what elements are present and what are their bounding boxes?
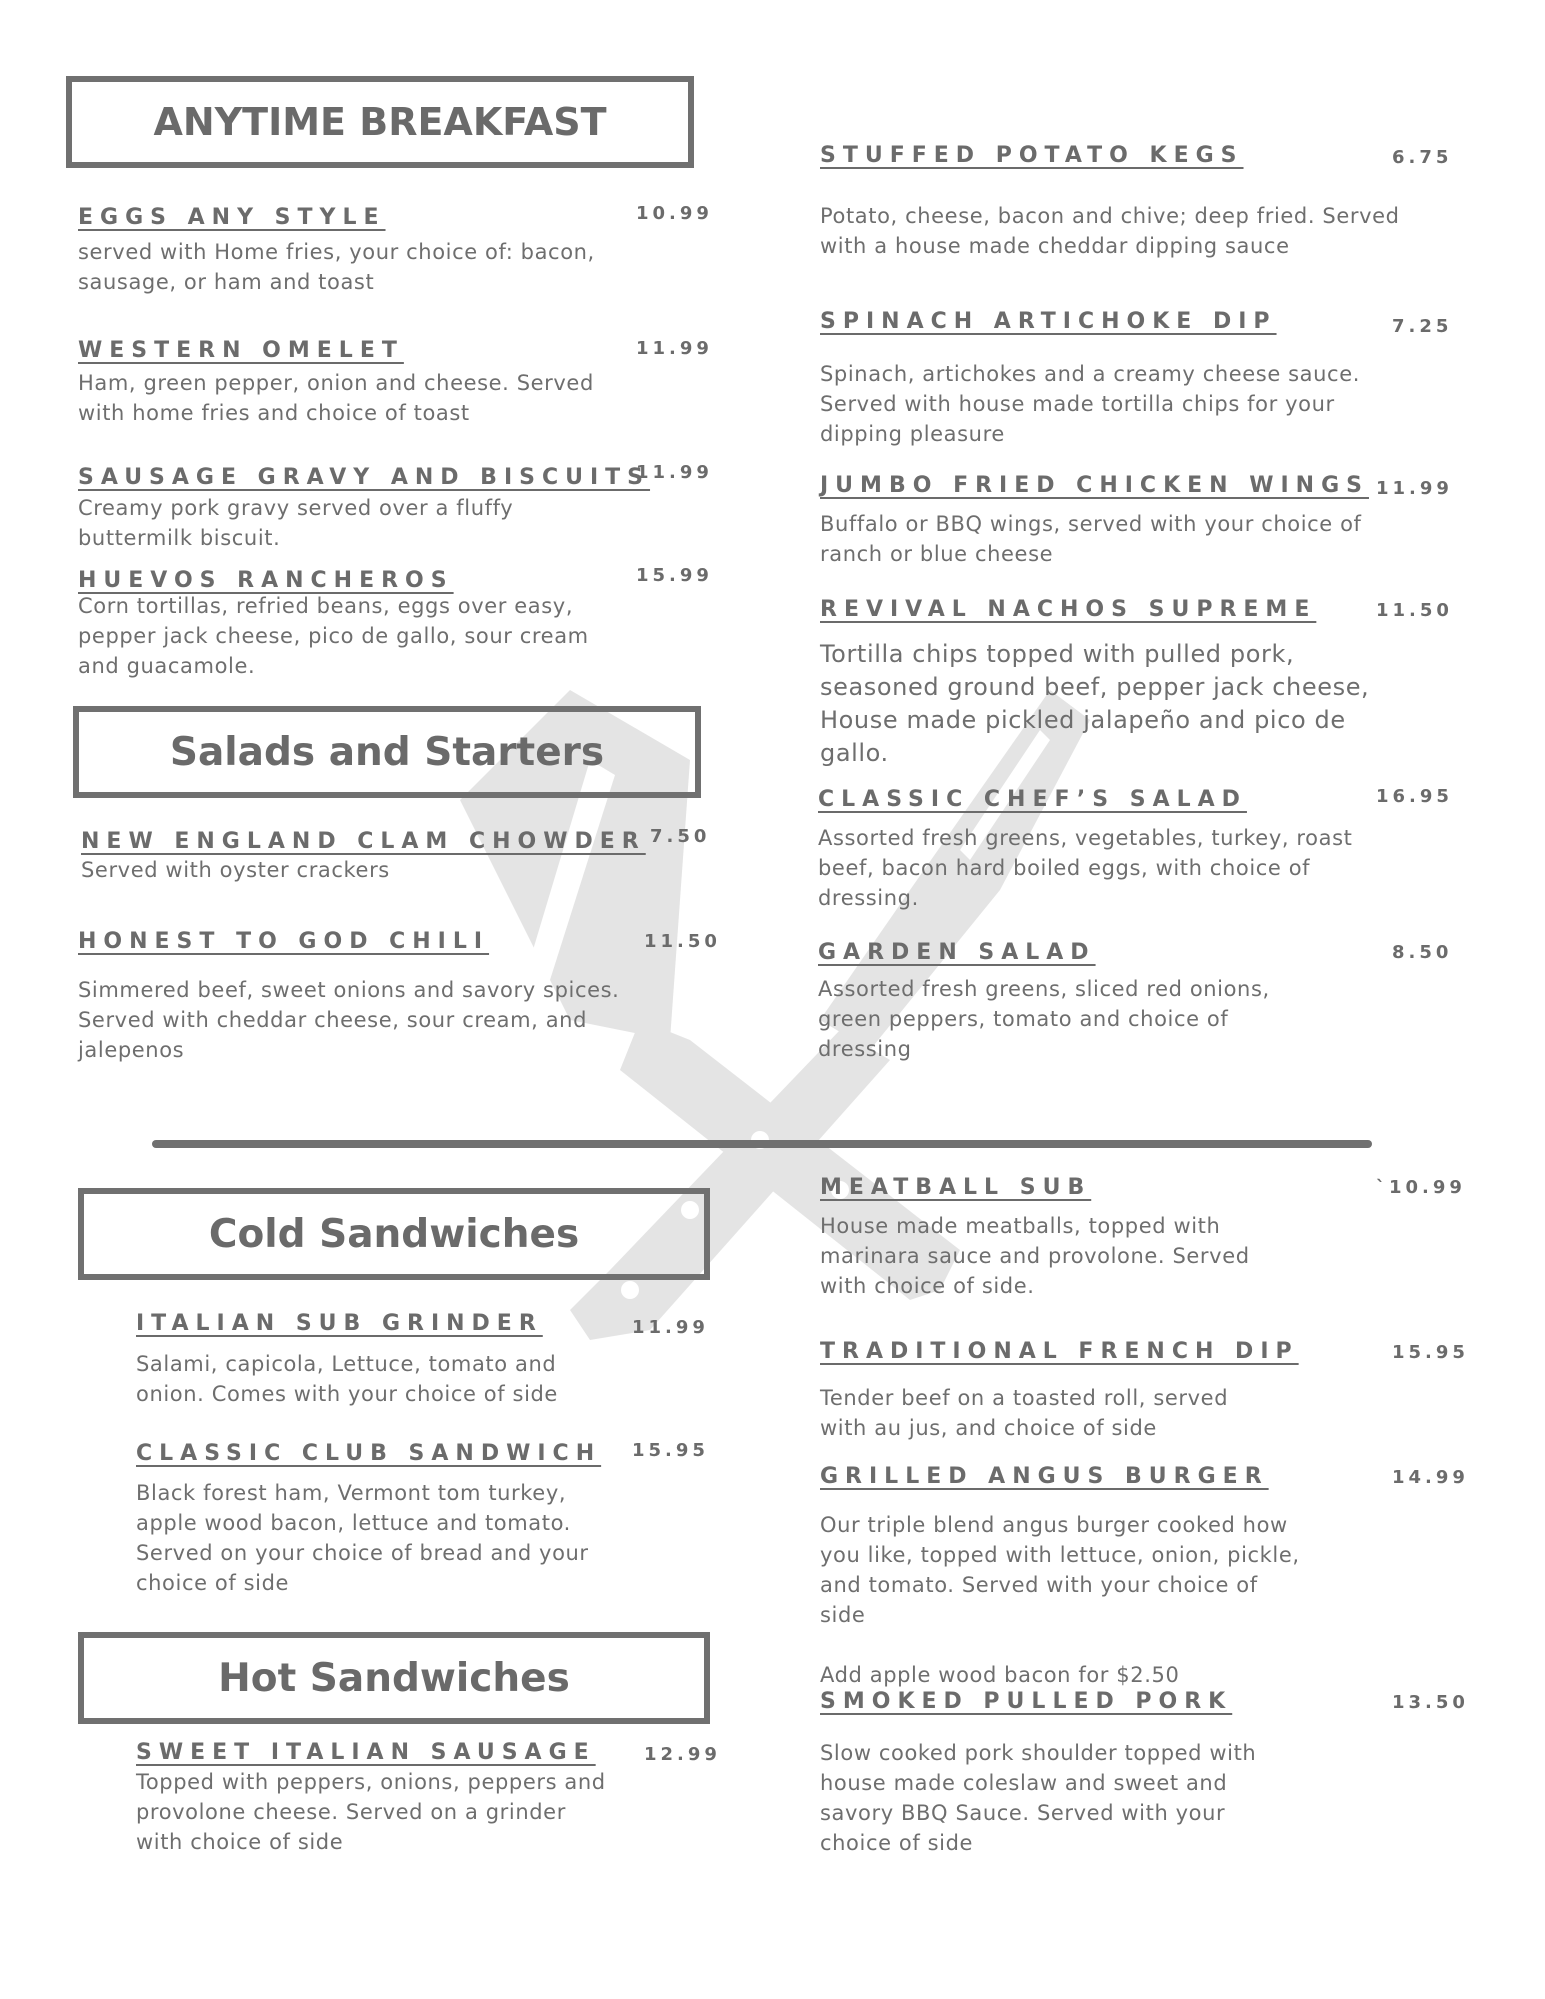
item-price-garden: 8.50 [1392,942,1453,963]
item-name-burger: GRILLED ANGUS BURGER [820,1464,1269,1489]
item-desc-italian: Salami, capicola, Lettuce, tomato and onion. Comes with your choice of side [136,1352,558,1406]
item-price-pork: 13.50 [1392,1692,1469,1713]
item-name-eggs: EGGS ANY STYLE [78,205,386,230]
item-name-club: CLASSIC CLUB SANDWICH [136,1441,602,1466]
item-desc-pork: Slow cooked pork shoulder topped with house made coleslaw and sweet and savory BBQ Sauce. Served with your choice of side [820,1741,1257,1855]
item-price-burger: 14.99 [1392,1467,1469,1488]
item-name-dip: SPINACH ARTICHOKE DIP [820,309,1277,334]
section-title-hot: Hot Sandwiches [78,1632,710,1724]
item-desc-dip: Spinach, artichokes and a creamy cheese sauce. Served with house made tortilla chips for your dipping pleasure [820,362,1360,446]
item-price-chowder: 7.50 [650,826,711,847]
item-name-italian: ITALIAN SUB GRINDER [136,1311,543,1336]
item-desc-garden: Assorted fresh greens, sliced red onions, green peppers, tomato and choice of dressing [818,977,1270,1061]
item-price-italian: 11.99 [632,1317,709,1338]
item-desc-club: Black forest ham, Vermont tom turkey, apple wood bacon, lettuce and tomato. Served on your choice of bread and your choice of side [136,1481,589,1595]
item-price-chef: 16.95 [1376,786,1453,807]
section-title-salads: Salads and Starters [73,706,701,798]
item-price-nachos: 11.50 [1376,600,1453,621]
item-desc-huevos: Corn tortillas, refried beans, eggs over easy, pepper jack cheese, pico de gallo, sour cream and guacamole. [78,594,589,678]
item-price-dip: 7.25 [1392,316,1453,337]
item-price-kegs: 6.75 [1392,147,1453,168]
item-desc-chef: Assorted fresh greens, vegetables, turkey, roast beef, bacon hard boiled eggs, with choice of dressing. [818,826,1353,910]
item-desc-wings: Buffalo or BBQ wings, served with your choice of ranch or blue cheese [820,512,1362,566]
item-desc-meatball: House made meatballs, topped with marinara sauce and provolone. Served with choice of side. [820,1214,1250,1298]
item-name-pork: SMOKED PULLED PORK [820,1689,1233,1714]
item-name-meatball: MEATBALL SUB [820,1175,1092,1200]
item-desc-chowder: Served with oyster crackers [81,858,390,882]
item-price-french: 15.95 [1392,1342,1469,1363]
item-desc-eggs: served with Home fries, your choice of: bacon, sausage, or ham and toast [78,240,595,294]
item-price-eggs: 10.99 [636,203,713,224]
item-desc-sausage: Topped with peppers, onions, peppers and provolone cheese. Served on a grinder with choice of side [136,1770,606,1854]
item-desc-french: Tender beef on a toasted roll, served with au jus, and choice of side [820,1386,1229,1440]
item-name-chili: HONEST TO GOD CHILI [78,929,490,954]
item-price-meatball: `10.99 [1376,1177,1466,1198]
item-name-biscuits: SAUSAGE GRAVY AND BISCUITS [78,465,651,490]
section-divider [152,1140,1372,1148]
item-name-wings: JUMBO FRIED CHICKEN WINGS [820,473,1369,498]
item-name-omelet: WESTERN OMELET [78,338,404,363]
item-name-sausage: SWEET ITALIAN SAUSAGE [136,1740,596,1765]
item-desc-omelet: Ham, green pepper, onion and cheese. Served with home fries and choice of toast [78,371,594,425]
item-name-huevos: HUEVOS RANCHEROS [78,568,454,593]
section-title-cold: Cold Sandwiches [78,1188,710,1280]
item-price-biscuits: 11.99 [636,462,713,483]
item-price-huevos: 15.99 [636,565,713,586]
item-name-chef: CLASSIC CHEF’S SALAD [818,787,1247,812]
item-name-nachos: REVIVAL NACHOS SUPREME [820,597,1317,622]
item-desc-chili: Simmered beef, sweet onions and savory spices. Served with cheddar cheese, sour cream, and jalepenos [78,978,620,1062]
section-title-breakfast: ANYTIME BREAKFAST [66,76,694,168]
item-price-wings: 11.99 [1376,478,1453,499]
item-addon-burger: Add apple wood bacon for $2.50 [820,1663,1180,1687]
item-price-sausage: 12.99 [644,1744,721,1765]
item-desc-nachos: Tortilla chips topped with pulled pork, seasoned ground beef, pepper jack cheese, House made pickled jalapeño and pico de gallo. [820,640,1370,767]
item-price-chili: 11.50 [644,931,721,952]
item-price-omelet: 11.99 [636,338,713,359]
item-name-chowder: NEW ENGLAND CLAM CHOWDER [81,829,646,854]
item-desc-kegs: Potato, cheese, bacon and chive; deep fried. Served with a house made cheddar dipping sauce [820,204,1400,258]
item-name-french: TRADITIONAL FRENCH DIP [820,1339,1299,1364]
item-desc-burger: Our triple blend angus burger cooked how you like, topped with lettuce, onion, pickle, and tomato. Served with your choice of side [820,1513,1300,1627]
item-desc-biscuits: Creamy pork gravy served over a fluffy buttermilk biscuit. [78,496,514,550]
item-name-garden: GARDEN SALAD [818,940,1096,965]
item-name-kegs: STUFFED POTATO KEGS [820,143,1244,168]
item-price-club: 15.95 [632,1440,709,1461]
